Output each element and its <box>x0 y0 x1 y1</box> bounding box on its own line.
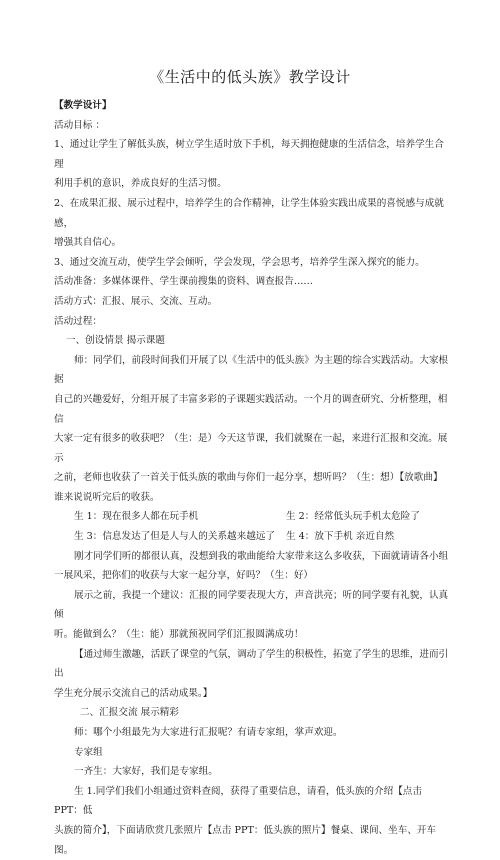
student-responses-row-2 <box>54 527 450 547</box>
section-heading: 【教学设计】 <box>54 100 112 111</box>
document-title: 《生活中的低头族》教学设计 <box>149 68 351 86</box>
student-2-response: 生 2：经常低头玩手机太危险了 <box>286 511 420 523</box>
activity-preparation: 活动准备：多媒体课件、学生课前搜集的资料、调查报告…… <box>54 276 314 288</box>
paragraph-6: 一齐生：大家好，我们是专家组。 <box>74 766 218 778</box>
paragraph-1-line-4: 之前，老师也收获了一首关于低头族的歌曲与你们一起分享，想听吗？（生：想）【放歌曲】 <box>54 472 443 484</box>
paragraph-1-line-3: 大家一定有很多的收获吧？（生：是）今天这节课，我们就聚在一起，来进行汇报和交流。展示 <box>54 433 448 464</box>
document-body <box>54 96 450 860</box>
paragraph-2-line-2: 一展风采，把你们的收获与大家一起分享，好吗？（生：好） <box>54 570 314 582</box>
paragraph-3-line-1: 展示之前，我提一个建议：汇报的同学要表现大方，声音洪亮；听的同学要有礼貌，认真倾 <box>54 589 449 621</box>
goals-label: 活动目标 ： <box>54 119 106 131</box>
activity-process-label: 活动过程： <box>54 315 102 327</box>
paragraph-3-line-2: 听。能做到么？（生：能）那就预祝同学们汇报圆满成功！ <box>54 629 304 641</box>
paragraph-4-line-1: 【通过师生激趣，活跃了课堂的气氛，调动了学生的积极性，拓宽了学生的思维，进而引出 <box>54 648 449 680</box>
paragraph-7-line-1: 生 1.同学们我们小组通过资料查阅，获得了重要信息，请看，低头族的介绍【点击 PPT：低 <box>54 785 422 817</box>
student-4-response: 生 4：放下手机 亲近自然 <box>286 531 395 543</box>
paragraph-5: 师：哪个小组最先为大家进行汇报呢？有请专家组，掌声欢迎。 <box>74 727 343 738</box>
step-2-heading: 二、汇报交流 展示精彩 <box>80 707 179 719</box>
goal-2-line-1: 2、在成果汇报、展示过程中，培养学生的合作精神，让学生体验实践出成果的喜悦感与成就感， <box>54 197 444 229</box>
paragraph-2-line-1: 刚才同学们听的都很认真，没想到我的歌曲能给大家带来这么多收获，下面就请请各小组 <box>74 550 449 562</box>
step-1-heading: 一、创设情景 揭示课题 <box>66 335 165 347</box>
student-1-response: 生 1：现在很多人都在玩手机 <box>74 511 199 523</box>
student-responses-row-1 <box>54 507 450 527</box>
paragraph-1-line-2: 自己的兴趣爱好，分组开展了丰富多彩的子课题实践活动。一个月的调查研究、分析整理，相信 <box>54 393 448 425</box>
student-3-response: 生 3：信息发达了但是人与人的关系越来越远了 <box>74 531 276 543</box>
paragraph-7-line-2: 头族的简介】，下面请欣赏几张照片【点击 PPT：低头族的照片】餐桌、课间、坐车、开车图。 <box>54 824 437 856</box>
expert-group-label: 专家组 <box>74 746 103 758</box>
paragraph-4-line-2: 学生充分展示交流自己的活动成果。】 <box>54 687 213 699</box>
paragraph-1-line-1: 师：同学们，前段时间我们开展了以《生活中的低头族》为主题的综合实践活动。大家根据 <box>54 354 449 386</box>
goal-3: 3、通过交流互动，使学生学会倾听，学会发现，学会思考，培养学生深入探究的能力。 <box>54 256 425 268</box>
goal-1-line-2: 利用手机的意识，养成良好的生活习惯。 <box>54 178 227 190</box>
paragraph-1-line-5: 谁来说说听完后的收获。 <box>54 491 160 503</box>
goal-1-line-1: 1、通过让学生了解低头族，树立学生适时放下手机，每天拥抱健康的生活信念，培养学生合理 <box>54 139 444 170</box>
goal-2-line-2: 增强其自信心。 <box>54 237 122 249</box>
activity-method: 活动方式：汇报、展示、交流、互动。 <box>54 295 218 307</box>
